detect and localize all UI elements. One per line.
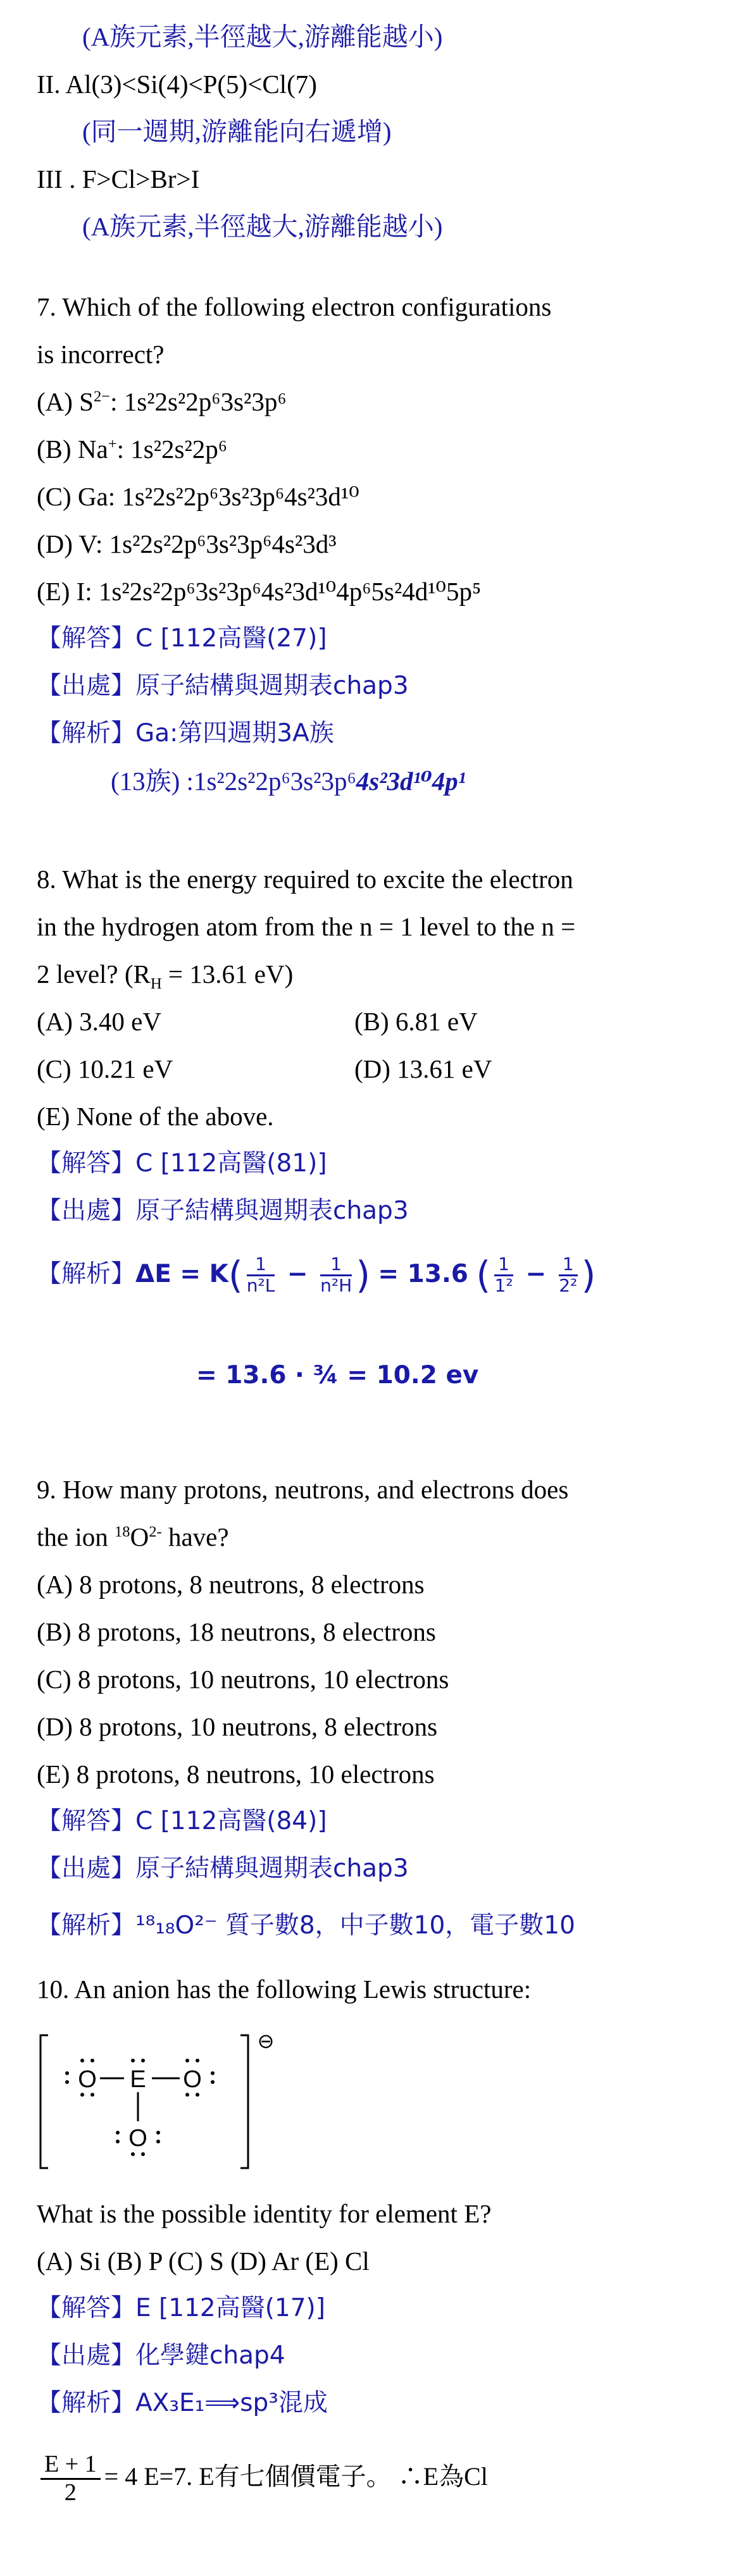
q8-eq1-start: ΔE = K bbox=[135, 1260, 228, 1288]
q8-paren2-close: ) bbox=[581, 1254, 596, 1297]
lewis-structure bbox=[37, 2029, 302, 2174]
q10-fraction-num: E + 1 bbox=[41, 2451, 101, 2480]
q7-stem-line2: is incorrect? bbox=[37, 340, 165, 369]
q8-frac-3-den: 1² bbox=[494, 1275, 513, 1296]
q8-stem-line2: in the hydrogen atom from the n = 1 level to the n = bbox=[37, 912, 576, 941]
q8-eq1-equals: = 13.6 bbox=[378, 1260, 468, 1288]
q7-analysis-config-valence: 4s²3d¹⁰4p¹ bbox=[356, 767, 466, 796]
q10-fraction-den: 2 bbox=[64, 2479, 77, 2506]
q8-analysis-label: 【解析】 bbox=[37, 1260, 136, 1288]
top-line-1: (A族元素,半徑越大,游離能越小) bbox=[82, 22, 443, 51]
lewis-e-center: E bbox=[130, 2066, 146, 2093]
q10-stem-line1: 10. An anion has the following Lewis structure: bbox=[37, 1975, 532, 2004]
q7-option-e: (E) I: 1s²2s²2p⁶3s²3p⁶4s²3d¹⁰4p⁶5s²4d¹⁰5p⁵ bbox=[37, 577, 482, 606]
q9-analysis: 【解析】¹⁸₁₈O²⁻ 質子數8，中子數10，電子數10 bbox=[37, 1911, 575, 1940]
q8-stem-line1: 8. What is the energy required to excite the electron bbox=[37, 865, 573, 894]
q9-option-e: (E) 8 protons, 8 neutrons, 10 electrons bbox=[37, 1759, 435, 1789]
lewis-o-bottom: O bbox=[128, 2125, 147, 2152]
q8-analysis-eq2: = 13.6 · ¾ = 10.2 ev bbox=[196, 1361, 479, 1390]
q8-paren2-open: ( bbox=[476, 1254, 491, 1297]
q8-frac-1-den: n²L bbox=[246, 1275, 275, 1296]
q8-stem3-end: = 13.61 eV) bbox=[161, 959, 294, 989]
q8-analysis-eq1: 【解析】ΔE = K( $\frac{1}{\text{n²L}}$ − $\frac{1}{\text{n²H}}$ ) = 13.6 ( $\frac{1}{\text{1²}}$ − $\frac{1}{\text{2²}}$ ) bbox=[37, 1254, 596, 1297]
q9-stem2-start: the ion bbox=[37, 1522, 115, 1551]
q9-stem-line2 bbox=[37, 1518, 229, 1556]
q8-frac-3 bbox=[494, 1255, 513, 1296]
q7-stem-line1: 7. Which of the following electron configurations bbox=[37, 292, 552, 321]
q8-frac-2 bbox=[320, 1255, 352, 1296]
q7-analysis: 【解析】Ga:第四週期3A族 bbox=[37, 719, 334, 748]
q10-stem-line2: What is the possible identity for element E? bbox=[37, 2199, 492, 2228]
q7-option-a-conf: : 1s²2s²2p⁶3s²3p⁶ bbox=[110, 387, 287, 416]
q7-option-b-conf: : 1s²2s²2p⁶ bbox=[116, 434, 228, 464]
q7-analysis-config bbox=[111, 762, 466, 800]
top-line-5: (A族元素,半徑越大,游離能越小) bbox=[82, 212, 443, 241]
q9-source: 【出處】原子結構與週期表chap3 bbox=[37, 1854, 409, 1883]
q7-source: 【出處】原子結構與週期表chap3 bbox=[37, 672, 409, 700]
q9-stem2-element: O bbox=[130, 1522, 149, 1551]
q7-option-b-label: (B) Na bbox=[37, 434, 108, 464]
q8-frac-1 bbox=[247, 1255, 275, 1296]
q7-option-d: (D) V: 1s²2s²2p⁶3s²3p⁶4s²3d³ bbox=[37, 529, 337, 558]
q7-option-b bbox=[37, 430, 227, 468]
q8-stem-line3 bbox=[37, 955, 293, 993]
top-line-3: (同一週期,游離能向右遞增) bbox=[82, 117, 392, 146]
q10-fraction bbox=[41, 2451, 101, 2506]
q10-final-equation bbox=[37, 2441, 488, 2511]
q8-option-d: (D) 13.61 eV bbox=[354, 1054, 492, 1083]
q10-analysis: 【解析】AX₃E₁⟹sp³混成 bbox=[37, 2389, 328, 2417]
q8-stem3-start: 2 level? (R bbox=[37, 959, 151, 989]
q8-frac-2-num: 1 bbox=[320, 1255, 352, 1276]
q7-answer: 【解答】C [112高醫(27)] bbox=[37, 624, 327, 653]
lewis-o-right: O bbox=[183, 2066, 202, 2093]
q7-option-a-label: (A) S bbox=[37, 387, 94, 416]
q9-option-a: (A) 8 protons, 8 neutrons, 8 electrons bbox=[37, 1570, 425, 1599]
q8-option-e: (E) None of the above. bbox=[37, 1102, 274, 1131]
q9-stem2-end: have? bbox=[161, 1522, 229, 1551]
q10-final-text: = 4 E=7. E有七個價電子。 ∴E為Cl bbox=[104, 2462, 488, 2491]
q8-paren-open: ( bbox=[228, 1254, 243, 1297]
q8-frac-2-den: n²H bbox=[320, 1275, 352, 1296]
q8-frac-4 bbox=[559, 1255, 578, 1296]
q7-analysis-config-main: (13族) :1s²2s²2p⁶3s²3p⁶ bbox=[111, 767, 356, 796]
q10-options: (A) Si (B) P (C) S (D) Ar (E) Cl bbox=[37, 2246, 370, 2276]
lewis-o-left: O bbox=[78, 2066, 97, 2093]
q8-frac-4-num: 1 bbox=[559, 1255, 578, 1276]
q8-answer: 【解答】C [112高醫(81)] bbox=[37, 1149, 327, 1178]
q9-answer: 【解答】C [112高醫(84)] bbox=[37, 1807, 327, 1835]
q10-source: 【出處】化學鍵chap4 bbox=[37, 2341, 285, 2370]
lewis-structure-diagram bbox=[37, 2029, 302, 2174]
q8-source: 【出處】原子結構與週期表chap3 bbox=[37, 1197, 409, 1225]
q9-option-b: (B) 8 protons, 18 neutrons, 8 electrons bbox=[37, 1617, 436, 1646]
q9-stem2-charge: 2- bbox=[149, 1523, 162, 1541]
q8-paren-close: ) bbox=[356, 1254, 371, 1297]
q8-frac-3-num: 1 bbox=[494, 1255, 513, 1276]
q9-option-d: (D) 8 protons, 10 neutrons, 8 electrons bbox=[37, 1712, 438, 1741]
top-line-4: III . F>Cl>Br>I bbox=[37, 164, 200, 194]
q10-answer: 【解答】E [112高醫(17)] bbox=[37, 2294, 325, 2322]
q8-frac-1-num: 1 bbox=[247, 1255, 275, 1276]
q9-stem2-mass: 18 bbox=[114, 1523, 130, 1541]
q8-option-c: (C) 10.21 eV bbox=[37, 1054, 173, 1083]
q7-option-b-charge: + bbox=[108, 435, 117, 453]
q9-stem-line1: 9. How many protons, neutrons, and electrons does bbox=[37, 1475, 569, 1504]
q7-option-c: (C) Ga: 1s²2s²2p⁶3s²3p⁶4s²3d¹⁰ bbox=[37, 482, 359, 511]
q8-option-a: (A) 3.40 eV bbox=[37, 1007, 161, 1036]
q8-stem3-sub: H bbox=[150, 975, 162, 993]
q7-option-a bbox=[37, 383, 287, 421]
q8-frac-4-den: 2² bbox=[559, 1275, 578, 1296]
q8-option-b: (B) 6.81 eV bbox=[354, 1007, 478, 1036]
lewis-charge: ⊖ bbox=[257, 2030, 275, 2052]
q7-option-a-charge: 2− bbox=[93, 388, 111, 405]
q9-option-c: (C) 8 protons, 10 neutrons, 10 electrons bbox=[37, 1665, 449, 1694]
top-line-2: II. Al(3)<Si(4)<P(5)<Cl(7) bbox=[37, 70, 317, 99]
